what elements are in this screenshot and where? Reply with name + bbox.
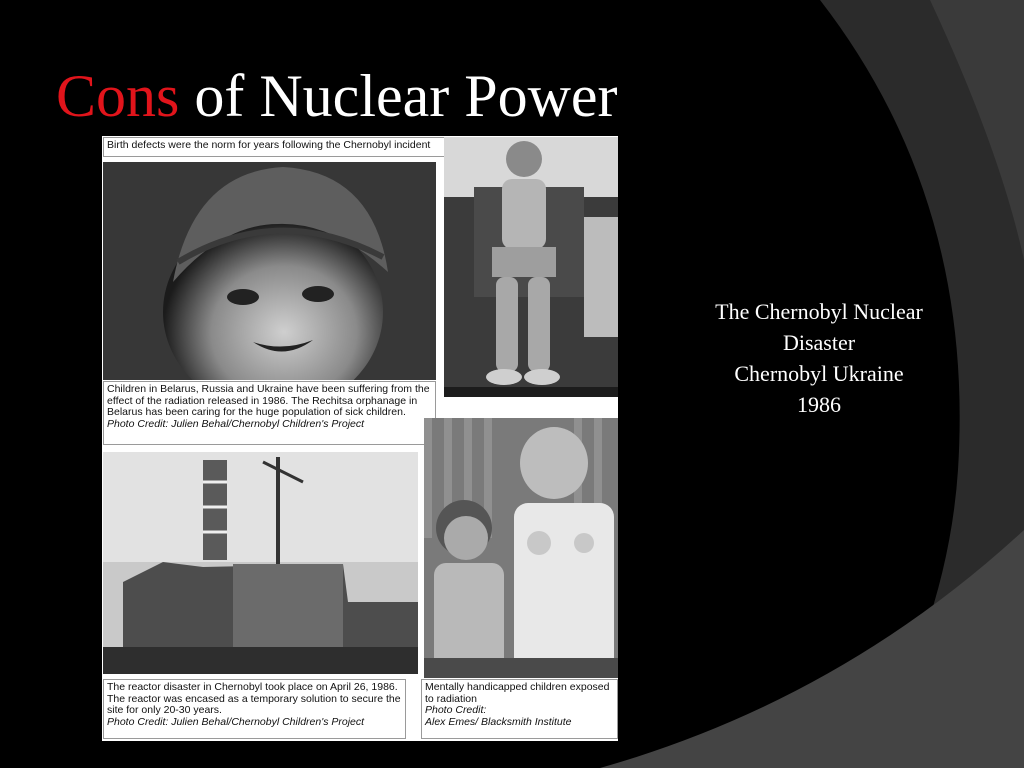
two-children-photo	[424, 418, 618, 678]
reactor-credit: Photo Credit: Julien Behal/Chernobyl Children's Project	[107, 715, 365, 728]
handicapped-caption: Mentally handicapped children exposed to radiation	[425, 681, 610, 705]
child-hat-photo	[103, 162, 436, 380]
reactor-caption: The reactor disaster in Chernobyl took place on April 26, 1986. The reactor was encased as a temporary solution to secure the site for only 20-30 years.	[107, 681, 401, 716]
side-text-line1: The Chernobyl Nuclear	[715, 299, 923, 324]
handicapped-caption-box	[421, 679, 618, 739]
photo-collage	[102, 136, 618, 741]
side-text-line4: 1986	[797, 392, 841, 417]
children-caption: Children in Belarus, Russia and Ukraine have been suffering from the effect of the radiation released in 1986. The Rechitsa orphanage in Belarus has been caring for the huge population of sick children.	[107, 383, 430, 418]
chernobyl-description	[676, 296, 962, 420]
reactor-caption-box	[103, 679, 406, 739]
child-chair-photo	[444, 137, 618, 397]
top-caption: Birth defects were the norm for years following the Chernobyl incident	[103, 137, 447, 157]
side-text-line2: Disaster	[782, 330, 856, 355]
title-rest: of Nuclear Power	[179, 63, 618, 129]
children-credit: Photo Credit: Julien Behal/Chernobyl Children's Project	[107, 417, 365, 430]
children-caption-box	[103, 381, 436, 445]
handicapped-credit: Alex Emes/ Blacksmith Institute	[425, 715, 572, 728]
slide-title	[56, 60, 618, 132]
side-text-line3: Chernobyl Ukraine	[734, 361, 904, 386]
reactor-photo	[103, 452, 418, 674]
handicapped-credit-label: Photo Credit:	[425, 704, 487, 716]
title-accent: Cons	[56, 63, 180, 129]
